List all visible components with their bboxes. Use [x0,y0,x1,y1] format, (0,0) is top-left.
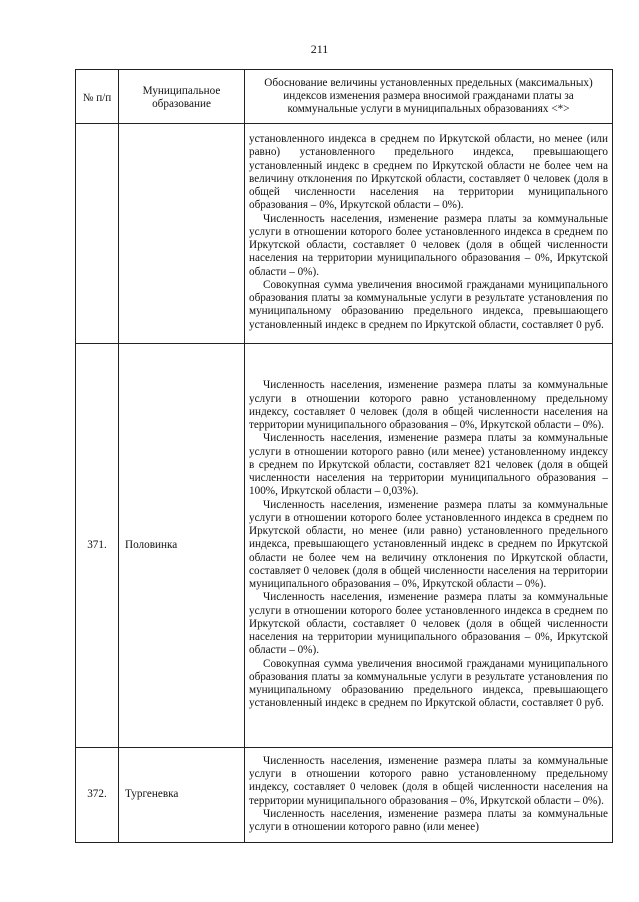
header-municipality: Муниципальное образование [119,70,245,124]
row-municipality: Тургеневка [119,748,245,843]
header-justification: Обоснование величины установленных предельных (максимальных) индексов изменения размера вносимой гражданами платы за коммунальные услуги в муниципальных образованиях <*> [245,70,613,124]
page-number: 211 [310,42,329,56]
table-row [76,344,613,748]
table-row [76,748,613,843]
justification-paragraph: Численность населения, изменение размера платы за коммунальные услуги в отношении которого равно (или менее) установленному индексу в среднем по Иркутской области, составляет 821 человек (доля в общей численности населения на территории муниципального образования – 100%, Иркутской области – 0,03%). [249,432,608,498]
justification-paragraph: Численность населения, изменение размера платы за коммунальные услуги в отношении которого равно (или менее) [249,807,608,833]
row-justification [245,124,613,344]
row-justification [245,344,613,748]
justification-paragraph: Численность населения, изменение размера платы за коммунальные услуги в отношении которого более установленного индекса в среднем по Иркутской области, составляет 0 человек (доля в общей численности населения на территории муниципального образования – 0%, Иркутской области – 0%). [249,212,608,278]
justification-paragraph: Совокупная сумма увеличения вносимой гражданами муниципального образования платы за коммунальные услуги в результате установления по муниципальному образованию предельного индекса, превышающего установленный индекс в среднем по Иркутской области, составляет 0 руб. [249,278,608,331]
municipal-index-table [75,69,613,843]
justification-paragraph: Численность населения, изменение размера платы за коммунальные услуги в отношении которого равно установленному предельному индексу, составляет 0 человек (доля в общей численности населения на территории муниципального образования – 0%, Иркутской области – 0%). [249,379,608,432]
row-municipality [119,124,245,344]
row-justification [245,748,613,843]
justification-paragraph: Совокупная сумма увеличения вносимой гражданами муниципального образования платы за коммунальные услуги в результате установления по муниципальному образованию предельного индекса, превышающего установленный индекс в среднем по Иркутской области, составляет 0 руб. [249,657,608,710]
row-number [76,124,119,344]
row-municipality: Половинка [119,344,245,748]
table-row [76,124,613,344]
row-number: 372. [76,748,119,843]
justification-paragraph: Численность населения, изменение размера платы за коммунальные услуги в отношении которого более установленного индекса в среднем по Иркутской области, но менее (или равно) установленного предельного индекса, превышающего установленный индекс в среднем по Иркутской области не более чем на величину отклонения по Иркутской области, составляет 0 человек (доля в общей численности населения на территории муниципального образования – 0%, Иркутской области – 0%). [249,498,608,591]
header-number: № п/п [76,70,119,124]
table-header-row [76,70,613,124]
justification-paragraph: Численность населения, изменение размера платы за коммунальные услуги в отношении которого равно установленному предельному индексу, составляет 0 человек (доля в общей численности населения на территории муниципального образования – 0%, Иркутской области – 0%). [249,754,608,807]
justification-paragraph: установленного индекса в среднем по Иркутской области, но менее (или равно) установленного предельного индекса, превышающего установленный индекс в среднем по Иркутской области не более чем на величину отклонения по Иркутской области, составляет 0 человек (доля в общей численности населения на территории муниципального образования – 0%, Иркутской области – 0%). [249,133,608,212]
row-number: 371. [76,344,119,748]
justification-paragraph: Численность населения, изменение размера платы за коммунальные услуги в отношении которого более установленного индекса в среднем по Иркутской области, составляет 0 человек (доля в общей численности населения на территории муниципального образования – 0%, Иркутской области – 0%). [249,591,608,657]
